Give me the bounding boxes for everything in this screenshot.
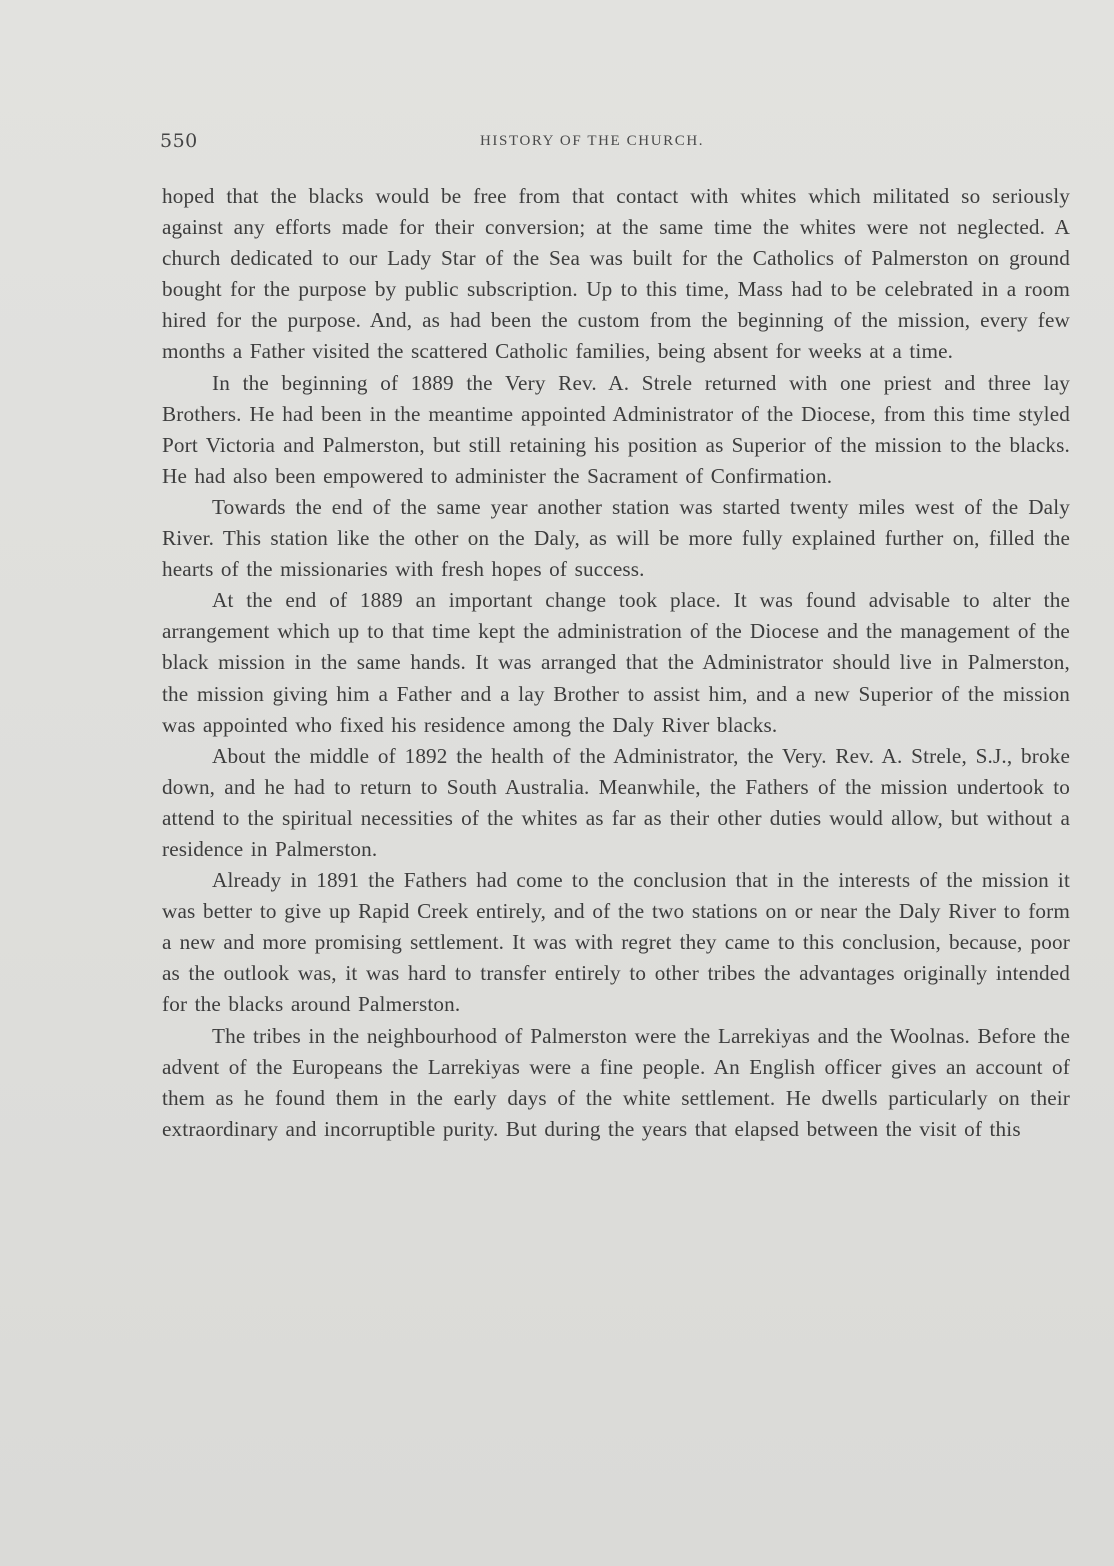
- page-number: 550: [160, 130, 198, 152]
- paragraph: Already in 1891 the Fathers had come to the conclusion that in the interests of the mission it was better to give up Rapid Creek entirely, and of the two stations on or near the Daly River to form a new and more promising settlement. It was with regret they came to this conclusion, because, poor as the outlook was, it was hard to transfer entirely to other tribes the advantages originally intended for the blacks around Palmerston.: [162, 868, 1070, 1017]
- paragraph: hoped that the blacks would be free from that contact with whites which militated so seriously against any efforts made for their conversion; at the same time the whites were not neglected. A church dedicated to our Lady Star of the Sea was built for the Catholics of Palmerston on ground bought for the purpose by public subscription. Up to this time, Mass had to be celebrated in a room hired for the purpose. And, as had been the custom from the beginning of the mission, every few months a Father visited the scattered Catholic families, being absent for weeks at a time.: [162, 184, 1070, 364]
- running-head: [160, 130, 1070, 156]
- paragraph: About the middle of 1892 the health of the Administrator, the Very. Rev. A. Strele, S.J., broke down, and he had to return to South Australia. Meanwhile, the Fathers of the mission undertook to attend to the spiritual necessities of the whites as far as their other duties would allow, but without a residence in Palmerston.: [162, 743, 1070, 861]
- body-text: [162, 181, 1070, 1145]
- paragraph: In the beginning of 1889 the Very Rev. A. Strele returned with one priest and three lay Brothers. He had been in the meantime appointed Administrator of the Diocese, from this time styled Port Victoria and Palmerston, but still retaining his position as Superior of the mission to the blacks. He had also been empowered to administer the Sacrament of Confirmation.: [162, 370, 1070, 488]
- paragraph: The tribes in the neighbourhood of Palmerston were the Larrekiyas and the Woolnas. Before the advent of the Europeans the Larrekiyas were a fine people. An English officer gives an account of them as he found them in the early days of the white settlement. He dwells particularly on their extraordinary and incorruptible purity. But during the years that elapsed between the visit of this: [162, 1023, 1070, 1141]
- paragraph: Towards the end of the same year another station was started twenty miles west of the Daly River. This station like the other on the Daly, as will be more fully explained further on, filled the hearts of the missionaries with fresh hopes of success.: [162, 494, 1070, 582]
- running-title: HISTORY OF THE CHURCH.: [480, 133, 705, 149]
- paragraph: At the end of 1889 an important change took place. It was found advisable to alter the arrangement which up to that time kept the administration of the Diocese and the management of the black mission in the same hands. It was arranged that the Administrator should live in Palmerston, the mission giving him a Father and a lay Brother to assist him, and a new Superior of the mission was appointed who fixed his residence among the Daly River blacks.: [162, 588, 1070, 737]
